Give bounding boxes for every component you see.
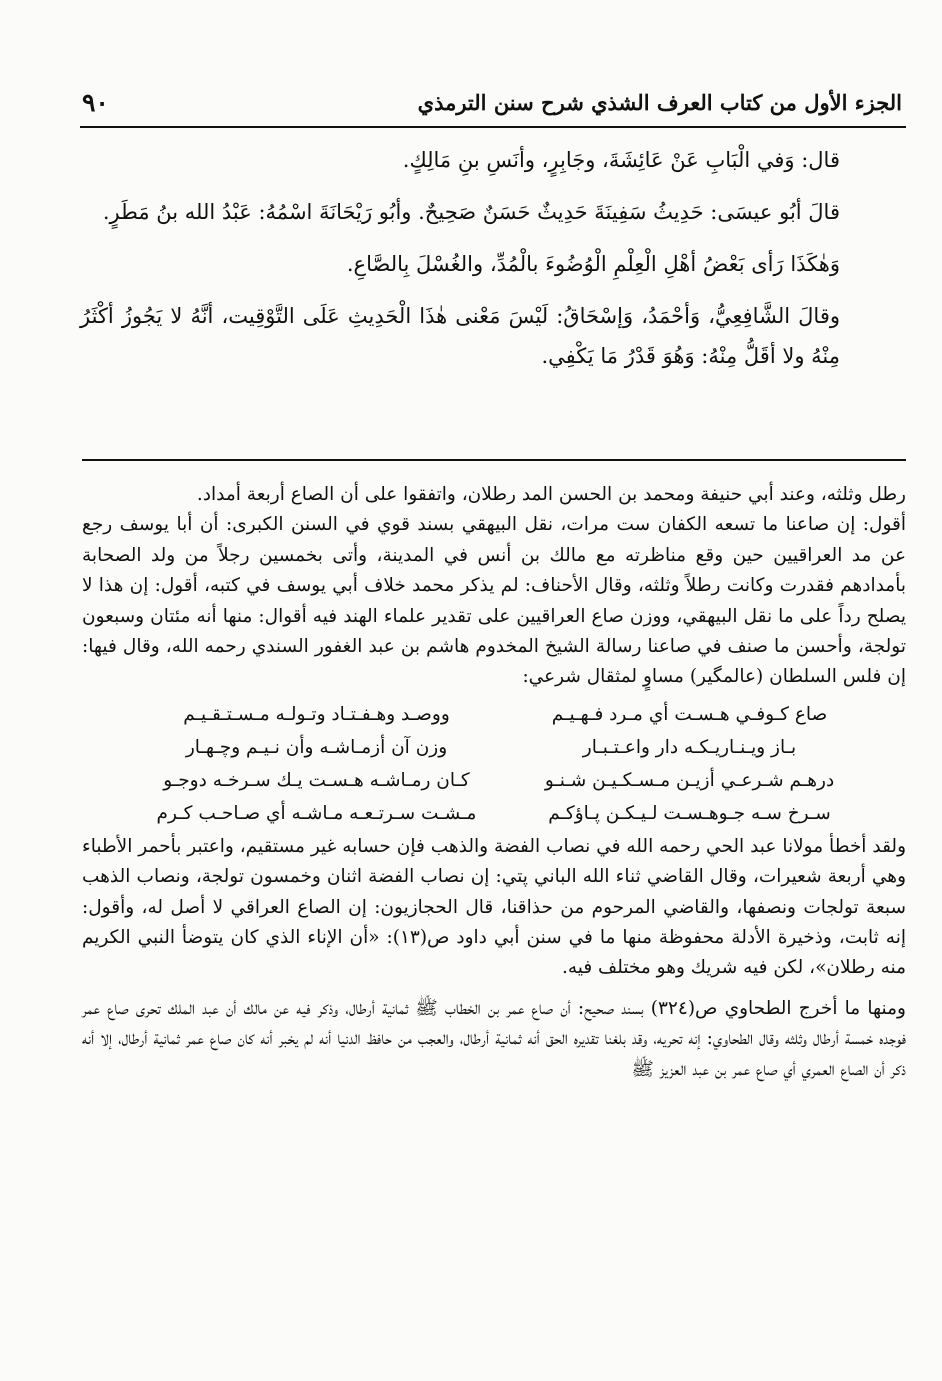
- verse-hemistich: كـان رمـاشـه هـسـت يـك سـرخـه دوجـو: [163, 769, 470, 791]
- footnote-separator: [82, 459, 906, 461]
- matn-paragraph: قال: وَفي الْبَابِ عَنْ عَائِشَةَ، وجَابِرٍ، وأنَسِ بنِ مَالِكٍ.: [402, 148, 840, 172]
- verse-hemistich: مـشـت سـرتـعـه مـاشـه أي صـاحـب كـرم: [156, 802, 477, 824]
- commentary-paragraph: ولقد أخطأ مولانا عبد الحي رحمه الله في نصاب الفضة والذهب فإن حسابه غير مستقيم، واعتبر بأحمر الأطباء وهي أربعة شعيرات، وقال القاضي ثناء الله الباني پتي: إن نصاب الفضة اثنان وخمسون تولجة، ونصاب الذهب سبعة تولجات ونصفها، والقاضي المرحوم من حذاقنا، قال الحجازيون: إن الصاع العراقي لا أصل له، وأقول: إنه ثابت، وذخيرة الأدلة محفوظة منها ما في سنن أبي داود ص(١٣): «أن الإناء الذي كان يتوضأ النبي الكريم منه رطلان»، لكن فيه شريك وهو مختلف فيه.: [82, 835, 906, 979]
- matn-paragraph: وقالَ الشَّافِعِيُّ، وَأحْمَدُ، وَإسْحَاقُ: لَيْسَ مَعْنى هٰذَا الْحَدِيثِ عَلَى التَّوْقِيت، أنَّهُ لا يَجُوزُ أكْثَرُ مِنْهُ ولا أقَلُّ مِنْهُ: وَهُوَ قَدْرُ مَا يَكْفِي.: [80, 304, 840, 368]
- commentary-paragraph: ومنها ما أخرج الطحاوي ص(٣٢٤) بسند صحيح: أن صاع عمر بن الخطاب ﷺ ثمانية أرطال، وذكر فيه عن مالك أن عبد الملك تحرى صاع عمر فوجده خمسة أرطال وثلثه وقال الطحاوي: إنه تحريه، وقد بلغنا تقديره الحق أنه ثمانية أرطال، والعجب من حافظ الدنيا أنه لم يخبر أنه كان صاع عمر ثمانية أرطال، إلا أنه ذكر أن الصاع العمري أي صاع عمر بن عبد العزيز ﷺ: [82, 997, 906, 1080]
- verse-hemistich: صاع كـوفـي هـسـت أي مـرد فـهـيـم: [551, 703, 828, 725]
- verse-hemistich: ووصـد وهـفـتـاد وتـولـه مـسـتـقـيـم: [183, 703, 450, 725]
- verse-hemistich: وزن آن أزمـاشـه وأن نـيـم وچـهـار: [185, 736, 448, 758]
- verse-hemistich: سـرخ سـه جـوهـسـت لـيـكـن پـاؤكـم: [548, 802, 831, 824]
- page-number: ٩٠: [82, 87, 109, 117]
- verse-hemistich: بـاز ويـنـاريـكـه دار واعـتـبـار: [582, 736, 797, 758]
- verse-hemistich: درهـم شـرعـي أزيـن مـسـكـيـن شـنـو: [544, 769, 835, 791]
- hadith-text: [80, 140, 840, 376]
- poem: [82, 693, 906, 832]
- header-rule: [80, 126, 906, 128]
- page-header: [82, 82, 902, 122]
- commentary-paragraph: رطل وثلثه، وعند أبي حنيفة ومحمد بن الحسن المد رطلان، واتفقوا على أن الصاع أربعة أمداد.: [196, 484, 906, 505]
- commentary-paragraph: أقول: إن صاعنا ما تسعه الكفان ست مرات، نقل البيهقي بسند قوي في السنن الكبرى: أن أبا يوسف رجع عن مد العراقيين حين وقع مناظرته مع مالك بن أنس في المدينة، وأتى بخمسين رجلاً من ولد الصحابة بأمدادهم فقدرت وكانت رطلاً وثلثه، وقال الأحناف: لم يذكر محمد خلاف أبي يوسف في كتبه، أقول: إن هذا لا يصلح رداً على ما نقل البيهقي، ووزن صاع العراقيين على تقدير علماء الهند فيه أقوال: منها أنه مئتان وسبعون تولجة، وأحسن ما صنف في صاعنا رسالة الشيخ المخدوم هاشم بن عبد الغفور السندي رحمه الله، وقال فيها: إن فلس السلطان (عالمگير) مساوٍ لمثقال شرعي:: [82, 514, 906, 688]
- running-title: الجزء الأول من كتاب العرف الشذي شرح سنن الترمذي: [417, 89, 902, 115]
- commentary: [82, 480, 906, 1085]
- matn-paragraph: وَهٰكَذَا رَأى بَعْضُ أهْلِ الْعِلْمِ الْوُضُوءَ بالْمُدِّ، والغُسْلَ بِالصَّاعِ.: [346, 252, 840, 276]
- matn-paragraph: قالَ أبُو عيسَى: حَدِيثُ سَفِينَةَ حَدِيثٌ حَسَنٌ صَحِيحٌ. وأبُو رَيْحَانَةَ اسْمُهُ: عَبْدُ الله بنُ مَطَرٍ.: [102, 200, 840, 224]
